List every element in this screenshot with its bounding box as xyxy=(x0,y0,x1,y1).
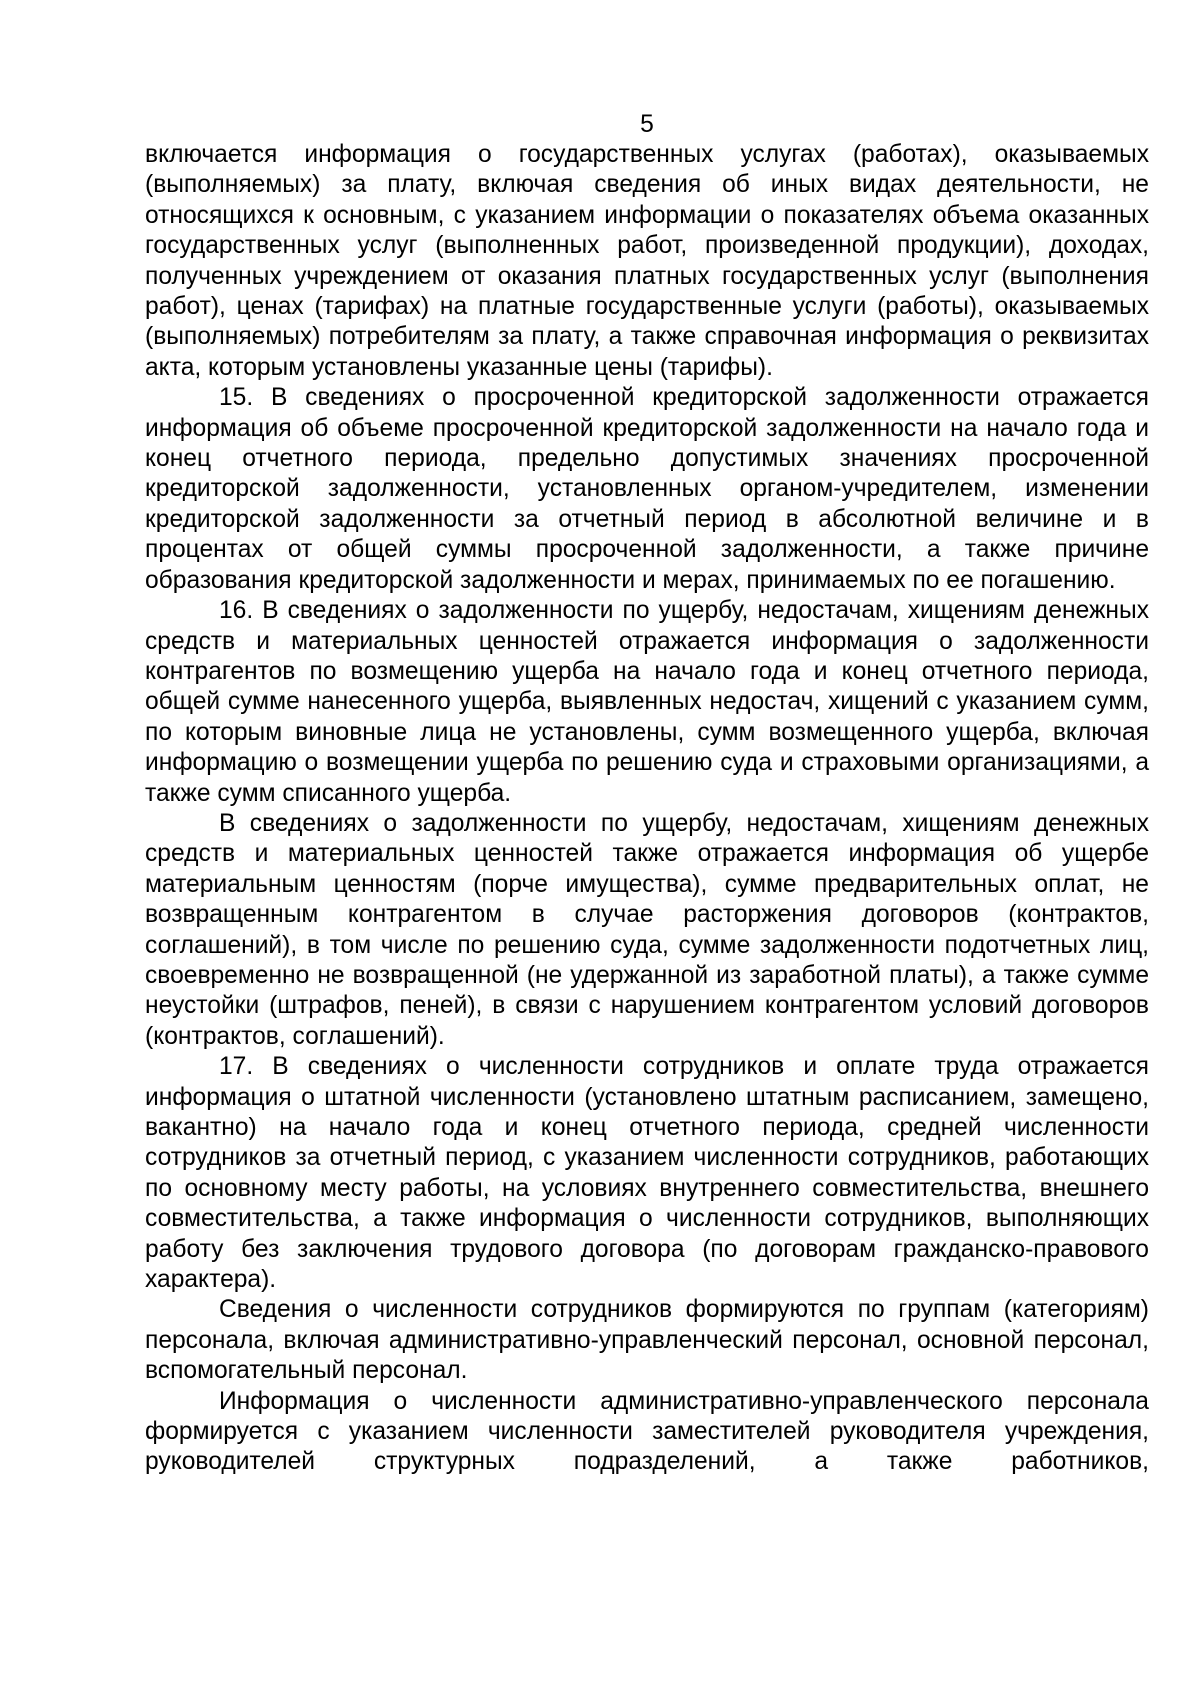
paragraph-damage-debt-details: В сведениях о задолженности по ущербу, недостачам, хищениям денежных средств и материальных ценностей также отражается информация об ущербе материальным ценностям (порче имущества), сумме предварительных оплат, не возвращенным контрагентом в случае расторжения договоров (контрактов, соглашений), в том числе по решению суда, сумме задолженности подотчетных лиц, своевременно не возвращенной (не удержанной из заработной платы), а также сумме неустойки (штрафов, пеней), в связи с нарушением контрагентом условий договоров (контрактов, соглашений). xyxy=(145,809,1149,1050)
paragraph-staff-groups: Сведения о численности сотрудников формируются по группам (категориям) персонала, включая административно-управленческий персонал, основной персонал, вспомогательный персонал. xyxy=(145,1296,1149,1385)
paragraph-admin-staff: Информация о численности административно-управленческого персонала формируется с указанием численности заместителей руководителя учреждения, руководителей структурных подразделений, а также работников, xyxy=(145,1387,1149,1476)
document-page xyxy=(145,110,1149,1478)
paragraph-15-overdue-payables: 15. В сведениях о просроченной кредиторской задолженности отражается информация об объеме просроченной кредиторской задолженности на начало года и конец отчетного периода, предельно допустимых значениях просроченной кредиторской задолженности, установленных органом-учредителем, изменении кредиторской задолженности за отчетный период в абсолютной величине и в процентах от общей суммы просроченной задолженности, а также причине образования кредиторской задолженности и мерах, принимаемых по ее погашению. xyxy=(145,384,1149,594)
paragraph-17-staff-headcount: 17. В сведениях о численности сотрудников и оплате труда отражается информация о штатной численности (установлено штатным расписанием, замещено, вакантно) на начало года и конец отчетного периода, средней численности сотрудников за отчетный период, с указанием численности сотрудников, работающих по основному месту работы, на условиях внутреннего совместительства, внешнего совместительства, а также информация о численности сотрудников, выполняющих работу без заключения трудового договора (по договорам гражданско-правового характера). xyxy=(145,1053,1149,1294)
paragraph-16-damage-debt: 16. В сведениях о задолженности по ущербу, недостачам, хищениям денежных средств и материальных ценностей отражается информация о задолженности контрагентов по возмещению ущерба на начало года и конец отчетного периода, общей сумме нанесенного ущерба, выявленных недостач, хищений с указанием сумм, по которым виновные лица не установлены, сумм возмещенного ущерба, включая информацию о возмещении ущерба по решению суда и страховыми организациями, а также сумм списанного ущерба. xyxy=(145,597,1149,807)
paragraph-services-info: включается информация о государственных услугах (работах), оказываемых (выполняемых) за плату, включая сведения об иных видах деятельности, не относящихся к основным, с указанием информации о показателях объема оказанных государственных услуг (выполненных работ, произведенной продукции), доходах, полученных учреждением от оказания платных государственных услуг (выполнения работ), ценах (тарифах) на платные государственные услуги (работы), оказываемых (выполняемых) потребителям за плату, а также справочная информация о реквизитах акта, которым установлены указанные цены (тарифы). xyxy=(145,141,1149,381)
page-number: 5 xyxy=(640,111,654,138)
